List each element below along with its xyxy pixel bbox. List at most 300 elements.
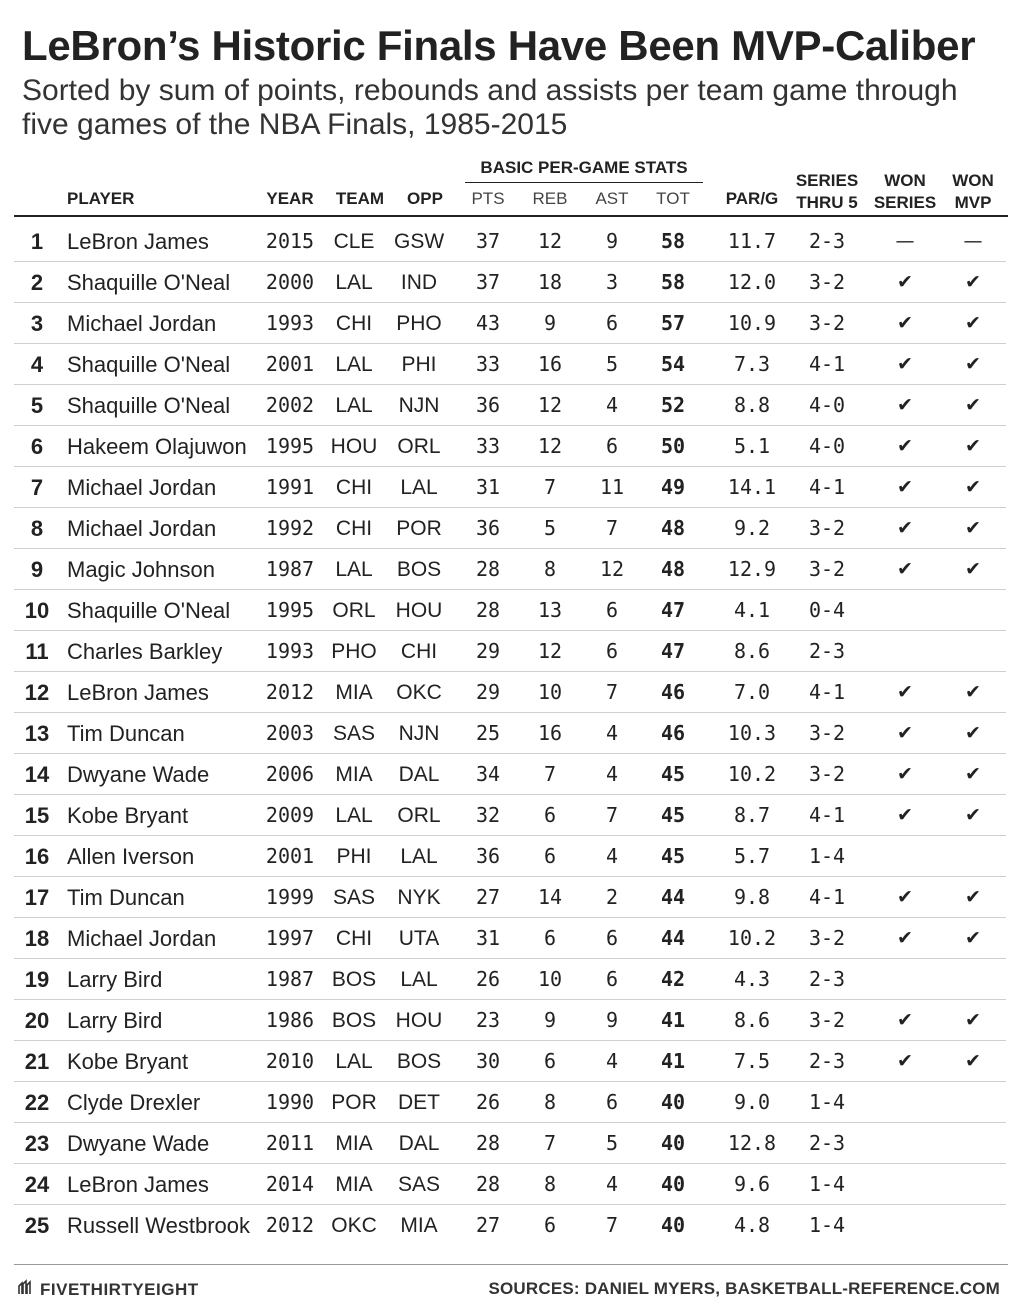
column-group-header: BASIC PER-GAME STATS (480, 158, 688, 177)
cell-rank: 23 (24, 1131, 50, 1156)
cell-reb: 18 (537, 270, 563, 294)
cell-opp: IND (400, 271, 438, 294)
cell-tot: 52 (660, 393, 686, 417)
cell-ast: 3 (605, 270, 619, 294)
cell-rank: 11 (25, 639, 49, 664)
cell-reb: 6 (543, 844, 557, 868)
cell-rank: 7 (30, 475, 44, 500)
cell-team: ORL (332, 599, 376, 622)
cell-ast: 4 (605, 721, 619, 745)
cell-ast: 4 (605, 762, 619, 786)
cell-ast: 6 (605, 967, 619, 991)
table-row (0, 713, 1020, 754)
cell-team: POR (331, 1091, 377, 1114)
cell-team: LAL (335, 804, 373, 827)
cell-pts: 27 (475, 1213, 501, 1237)
cell-series: 4-0 (808, 434, 846, 458)
cell-player: Michael Jordan (67, 475, 217, 500)
cell-pts: 28 (475, 557, 501, 581)
cell-ast: 6 (605, 434, 619, 458)
header-player: PLAYER (67, 189, 135, 208)
cell-parg: 10.9 (727, 311, 777, 335)
table-row (0, 385, 1020, 426)
cell-pts: 28 (475, 1131, 501, 1155)
cell-series: 2-3 (808, 639, 846, 663)
cell-rank: 24 (24, 1172, 50, 1197)
chart-subtitle: Sorted by sum of points, rebounds and assists per team game through five games of the NBA Finals, 1985-2015 (22, 74, 958, 141)
cell-opp: NJN (398, 394, 440, 417)
cell-player: Michael Jordan (67, 516, 217, 541)
cell-won-series: ✔ (897, 1050, 913, 1072)
cell-opp: HOU (395, 1009, 443, 1032)
cell-pts: 36 (475, 844, 501, 868)
cell-series: 2-3 (808, 1049, 846, 1073)
cell-pts: 33 (475, 352, 501, 376)
cell-series: 3-2 (808, 926, 846, 950)
cell-won-mvp: ✔ (965, 271, 981, 293)
cell-pts: 31 (475, 475, 501, 499)
cell-reb: 10 (537, 680, 563, 704)
cell-reb: 12 (537, 639, 563, 663)
cell-rank: 18 (24, 926, 50, 951)
cell-ast: 5 (605, 352, 619, 376)
cell-reb: 16 (537, 721, 563, 745)
cell-tot: 50 (660, 434, 686, 458)
cell-series: 4-0 (808, 393, 846, 417)
cell-ast: 2 (605, 885, 619, 909)
cell-parg: 14.1 (727, 475, 777, 499)
cell-ast: 6 (605, 926, 619, 950)
cell-won-series: ✔ (897, 558, 913, 580)
cell-opp: ORL (397, 804, 441, 827)
cell-pts: 30 (475, 1049, 501, 1073)
cell-series: 3-2 (808, 516, 846, 540)
cell-pts: 29 (475, 639, 501, 663)
cell-team: SAS (332, 722, 376, 745)
cell-opp: MIA (400, 1214, 438, 1237)
cell-series: 3-2 (808, 557, 846, 581)
cell-player: LeBron James (67, 229, 209, 254)
cell-team: MIA (335, 763, 373, 786)
cell-tot: 45 (660, 803, 686, 827)
cell-opp: HOU (395, 599, 443, 622)
cell-ast: 7 (605, 516, 619, 540)
cell-reb: 14 (537, 885, 563, 909)
cell-opp: GSW (394, 230, 445, 253)
brand-name: FIVETHIRTYEIGHT (40, 1280, 199, 1299)
cell-won-series (875, 959, 935, 1000)
cell-year: 2012 (265, 680, 315, 704)
cell-reb: 12 (537, 393, 563, 417)
header-reb: REB (532, 189, 568, 208)
cell-parg: 12.8 (727, 1131, 777, 1155)
cell-parg: 4.3 (733, 967, 771, 991)
cell-tot: 41 (660, 1049, 686, 1073)
cell-won-mvp (943, 631, 1003, 672)
cell-tot: 44 (660, 885, 686, 909)
cell-parg: 8.6 (733, 1008, 771, 1032)
cell-rank: 15 (24, 803, 50, 828)
cell-parg: 5.1 (733, 434, 771, 458)
cell-won-series: — (895, 230, 915, 252)
cell-pts: 28 (475, 598, 501, 622)
cell-ast: 7 (605, 1213, 619, 1237)
cell-won-mvp: ✔ (965, 886, 981, 908)
table-row (0, 303, 1020, 344)
cell-tot: 49 (660, 475, 686, 499)
cell-year: 2010 (265, 1049, 315, 1073)
cell-team: CHI (335, 517, 373, 540)
cell-year: 1993 (265, 311, 315, 335)
cell-opp: SAS (397, 1173, 441, 1196)
cell-pts: 26 (475, 1090, 501, 1114)
cell-player: Clyde Drexler (67, 1090, 201, 1115)
header-tot: TOT (656, 189, 690, 208)
cell-series: 1-4 (808, 1172, 846, 1196)
cell-opp: LAL (400, 476, 438, 499)
cell-parg: 10.2 (727, 926, 777, 950)
cell-won-series: ✔ (897, 353, 913, 375)
cell-opp: PHI (401, 353, 437, 376)
cell-parg: 9.2 (733, 516, 771, 540)
cell-year: 1990 (265, 1090, 315, 1114)
cell-player: Michael Jordan (67, 926, 217, 951)
cell-rank: 17 (24, 885, 50, 910)
cell-rank: 19 (24, 967, 50, 992)
cell-won-series: ✔ (897, 927, 913, 949)
cell-team: LAL (335, 271, 373, 294)
cell-tot: 44 (660, 926, 686, 950)
cell-ast: 7 (605, 680, 619, 704)
cell-won-series: ✔ (897, 804, 913, 826)
cell-parg: 7.0 (733, 680, 771, 704)
cell-series: 4-1 (808, 885, 846, 909)
cell-tot: 48 (660, 516, 686, 540)
cell-player: Larry Bird (67, 967, 163, 992)
cell-won-mvp (943, 1205, 1003, 1246)
cell-won-mvp: — (963, 230, 983, 252)
cell-opp: BOS (396, 558, 442, 581)
cell-won-mvp: ✔ (965, 312, 981, 334)
cell-reb: 8 (543, 557, 557, 581)
cell-opp: LAL (400, 968, 438, 991)
cell-tot: 46 (660, 680, 686, 704)
cell-year: 2015 (265, 229, 315, 253)
cell-won-series: ✔ (897, 1009, 913, 1031)
cell-rank: 2 (30, 270, 44, 295)
cell-parg: 9.6 (733, 1172, 771, 1196)
cell-pts: 29 (475, 680, 501, 704)
table-row (0, 590, 1020, 631)
cell-year: 2002 (265, 393, 315, 417)
table-row (0, 795, 1020, 836)
cell-series: 1-4 (808, 1213, 846, 1237)
cell-rank: 3 (30, 311, 44, 336)
header-series-line2: THRU 5 (796, 193, 858, 212)
cell-opp: NYK (397, 886, 441, 909)
table-row (0, 1123, 1020, 1164)
cell-parg: 4.8 (733, 1213, 771, 1237)
table-row (0, 467, 1020, 508)
cell-team: MIA (335, 681, 373, 704)
cell-year: 1991 (265, 475, 315, 499)
brand-logo (16, 1279, 199, 1301)
cell-reb: 7 (543, 762, 557, 786)
cell-won-series: ✔ (897, 886, 913, 908)
cell-reb: 16 (537, 352, 563, 376)
cell-tot: 47 (660, 639, 686, 663)
cell-won-mvp: ✔ (965, 763, 981, 785)
cell-team: CHI (335, 312, 373, 335)
cell-parg: 4.1 (733, 598, 771, 622)
cell-ast: 12 (599, 557, 625, 581)
header-ast: AST (595, 189, 629, 208)
cell-tot: 47 (660, 598, 686, 622)
cell-rank: 4 (30, 352, 44, 377)
cell-opp: NJN (398, 722, 440, 745)
cell-player: LeBron James (67, 1172, 209, 1197)
cell-won-series: ✔ (897, 476, 913, 498)
cell-team: CHI (335, 476, 373, 499)
cell-won-series (875, 1082, 935, 1123)
cell-won-mvp: ✔ (965, 353, 981, 375)
cell-player: Tim Duncan (67, 721, 185, 746)
table-row (0, 836, 1020, 877)
cell-ast: 9 (605, 229, 619, 253)
cell-reb: 8 (543, 1090, 557, 1114)
cell-year: 2003 (265, 721, 315, 745)
cell-reb: 5 (543, 516, 557, 540)
cell-team: LAL (335, 394, 373, 417)
cell-parg: 7.5 (733, 1049, 771, 1073)
cell-won-series: ✔ (897, 435, 913, 457)
cell-parg: 12.9 (727, 557, 777, 581)
cell-won-mvp: ✔ (965, 927, 981, 949)
cell-team: LAL (335, 1050, 373, 1073)
header-team: TEAM (335, 189, 385, 208)
cell-series: 3-2 (808, 721, 846, 745)
cell-rank: 13 (24, 721, 50, 746)
cell-won-series: ✔ (897, 681, 913, 703)
cell-year: 1987 (265, 557, 315, 581)
header-opp: OPP (407, 189, 443, 208)
cell-player: Russell Westbrook (67, 1213, 250, 1238)
cell-won-series: ✔ (897, 394, 913, 416)
cell-ast: 4 (605, 393, 619, 417)
cell-team: MIA (335, 1132, 373, 1155)
cell-player: Shaquille O'Neal (67, 352, 231, 377)
cell-pts: 37 (475, 270, 501, 294)
cell-parg: 9.0 (733, 1090, 771, 1114)
cell-player: Allen Iverson (67, 844, 195, 869)
cell-series: 1-4 (808, 844, 846, 868)
chart-title: LeBron’s Historic Finals Have Been MVP-Caliber (22, 22, 976, 69)
cell-won-series: ✔ (897, 517, 913, 539)
cell-won-series (875, 1164, 935, 1205)
cell-parg: 7.3 (733, 352, 771, 376)
cell-opp: DET (398, 1091, 440, 1114)
cell-reb: 7 (543, 1131, 557, 1155)
cell-year: 1987 (265, 967, 315, 991)
cell-won-mvp: ✔ (965, 1009, 981, 1031)
cell-series: 0-4 (808, 598, 846, 622)
cell-parg: 5.7 (733, 844, 771, 868)
cell-series: 2-3 (808, 967, 846, 991)
cell-reb: 12 (537, 229, 563, 253)
cell-tot: 42 (660, 967, 686, 991)
cell-reb: 13 (537, 598, 563, 622)
cell-reb: 6 (543, 803, 557, 827)
cell-pts: 23 (475, 1008, 501, 1032)
cell-year: 2009 (265, 803, 315, 827)
cell-player: Shaquille O'Neal (67, 598, 231, 623)
column-group-rule (465, 182, 703, 183)
fivethirtyeight-logo-icon (16, 1279, 34, 1301)
cell-won-series: ✔ (897, 722, 913, 744)
cell-won-mvp: ✔ (965, 681, 981, 703)
cell-won-mvp (943, 1123, 1003, 1164)
cell-series: 2-3 (808, 1131, 846, 1155)
cell-opp: OKC (396, 681, 442, 704)
cell-opp: UTA (398, 927, 440, 950)
cell-ast: 6 (605, 311, 619, 335)
cell-ast: 4 (605, 1172, 619, 1196)
cell-won-mvp (943, 1164, 1003, 1205)
cell-rank: 10 (24, 598, 50, 623)
cell-parg: 10.3 (727, 721, 777, 745)
cell-team: MIA (335, 1173, 373, 1196)
table-body (0, 221, 1020, 1246)
cell-player: Hakeem Olajuwon (67, 434, 247, 459)
table-row (0, 221, 1020, 262)
cell-ast: 6 (605, 639, 619, 663)
table-row (0, 918, 1020, 959)
cell-player: Larry Bird (67, 1008, 163, 1033)
table-row (0, 549, 1020, 590)
cell-parg: 9.8 (733, 885, 771, 909)
cell-won-series (875, 631, 935, 672)
cell-year: 2001 (265, 844, 315, 868)
cell-year: 2014 (265, 1172, 315, 1196)
cell-team: SAS (332, 886, 376, 909)
cell-tot: 54 (660, 352, 686, 376)
cell-player: Dwyane Wade (67, 762, 210, 787)
cell-ast: 9 (605, 1008, 619, 1032)
cell-team: CLE (333, 230, 375, 253)
cell-opp: ORL (397, 435, 441, 458)
cell-year: 1995 (265, 434, 315, 458)
cell-player: Tim Duncan (67, 885, 185, 910)
header-won-mvp-line1: WON (952, 171, 994, 190)
cell-team: PHO (331, 640, 377, 663)
cell-won-series: ✔ (897, 271, 913, 293)
table-row (0, 262, 1020, 303)
table-row (0, 508, 1020, 549)
header-series-line1: SERIES (795, 171, 859, 190)
cell-opp: CHI (400, 640, 438, 663)
cell-pts: 33 (475, 434, 501, 458)
cell-reb: 8 (543, 1172, 557, 1196)
cell-won-mvp (943, 590, 1003, 631)
cell-pts: 34 (475, 762, 501, 786)
cell-reb: 6 (543, 1049, 557, 1073)
cell-year: 1986 (265, 1008, 315, 1032)
cell-series: 3-2 (808, 1008, 846, 1032)
cell-tot: 58 (660, 270, 686, 294)
cell-opp: BOS (396, 1050, 442, 1073)
cell-won-series (875, 1123, 935, 1164)
cell-player: Shaquille O'Neal (67, 393, 231, 418)
cell-series: 3-2 (808, 762, 846, 786)
cell-won-mvp: ✔ (965, 558, 981, 580)
cell-ast: 6 (605, 598, 619, 622)
cell-parg: 8.6 (733, 639, 771, 663)
cell-rank: 1 (30, 229, 44, 254)
cell-won-series (875, 590, 935, 631)
cell-rank: 6 (30, 434, 44, 459)
cell-tot: 40 (660, 1213, 686, 1237)
cell-won-series (875, 1205, 935, 1246)
cell-ast: 4 (605, 844, 619, 868)
cell-year: 1992 (265, 516, 315, 540)
cell-ast: 11 (599, 475, 625, 499)
cell-team: LAL (335, 353, 373, 376)
cell-ast: 6 (605, 1090, 619, 1114)
cell-series: 1-4 (808, 1090, 846, 1114)
table-row (0, 344, 1020, 385)
cell-series: 4-1 (808, 352, 846, 376)
cell-parg: 12.0 (727, 270, 777, 294)
cell-reb: 7 (543, 475, 557, 499)
cell-year: 2012 (265, 1213, 315, 1237)
cell-parg: 8.7 (733, 803, 771, 827)
cell-tot: 45 (660, 762, 686, 786)
table-row (0, 672, 1020, 713)
cell-year: 2006 (265, 762, 315, 786)
header-rule (14, 215, 1008, 217)
cell-player: Magic Johnson (67, 557, 215, 582)
cell-year: 1995 (265, 598, 315, 622)
cell-reb: 12 (537, 434, 563, 458)
cell-won-series: ✔ (897, 312, 913, 334)
cell-year: 2000 (265, 270, 315, 294)
cell-pts: 28 (475, 1172, 501, 1196)
cell-reb: 9 (543, 1008, 557, 1032)
cell-reb: 9 (543, 311, 557, 335)
cell-rank: 12 (24, 680, 50, 705)
cell-won-mvp (943, 1082, 1003, 1123)
table-row (0, 1164, 1020, 1205)
cell-pts: 25 (475, 721, 501, 745)
cell-opp: DAL (398, 1132, 440, 1155)
cell-team: LAL (335, 558, 373, 581)
cell-opp: LAL (400, 845, 438, 868)
table-row (0, 1082, 1020, 1123)
cell-player: Charles Barkley (67, 639, 223, 664)
cell-rank: 14 (24, 762, 50, 787)
cell-player: Kobe Bryant (67, 1049, 189, 1074)
cell-parg: 8.8 (733, 393, 771, 417)
footer-rule (14, 1264, 1008, 1265)
cell-series: 3-2 (808, 311, 846, 335)
cell-parg: 10.2 (727, 762, 777, 786)
sources-note: SOURCES: DANIEL MYERS, BASKETBALL-REFERENCE.COM (488, 1279, 1000, 1298)
cell-tot: 57 (660, 311, 686, 335)
cell-opp: DAL (398, 763, 440, 786)
cell-pts: 43 (475, 311, 501, 335)
cell-won-mvp (943, 836, 1003, 877)
table-row (0, 631, 1020, 672)
